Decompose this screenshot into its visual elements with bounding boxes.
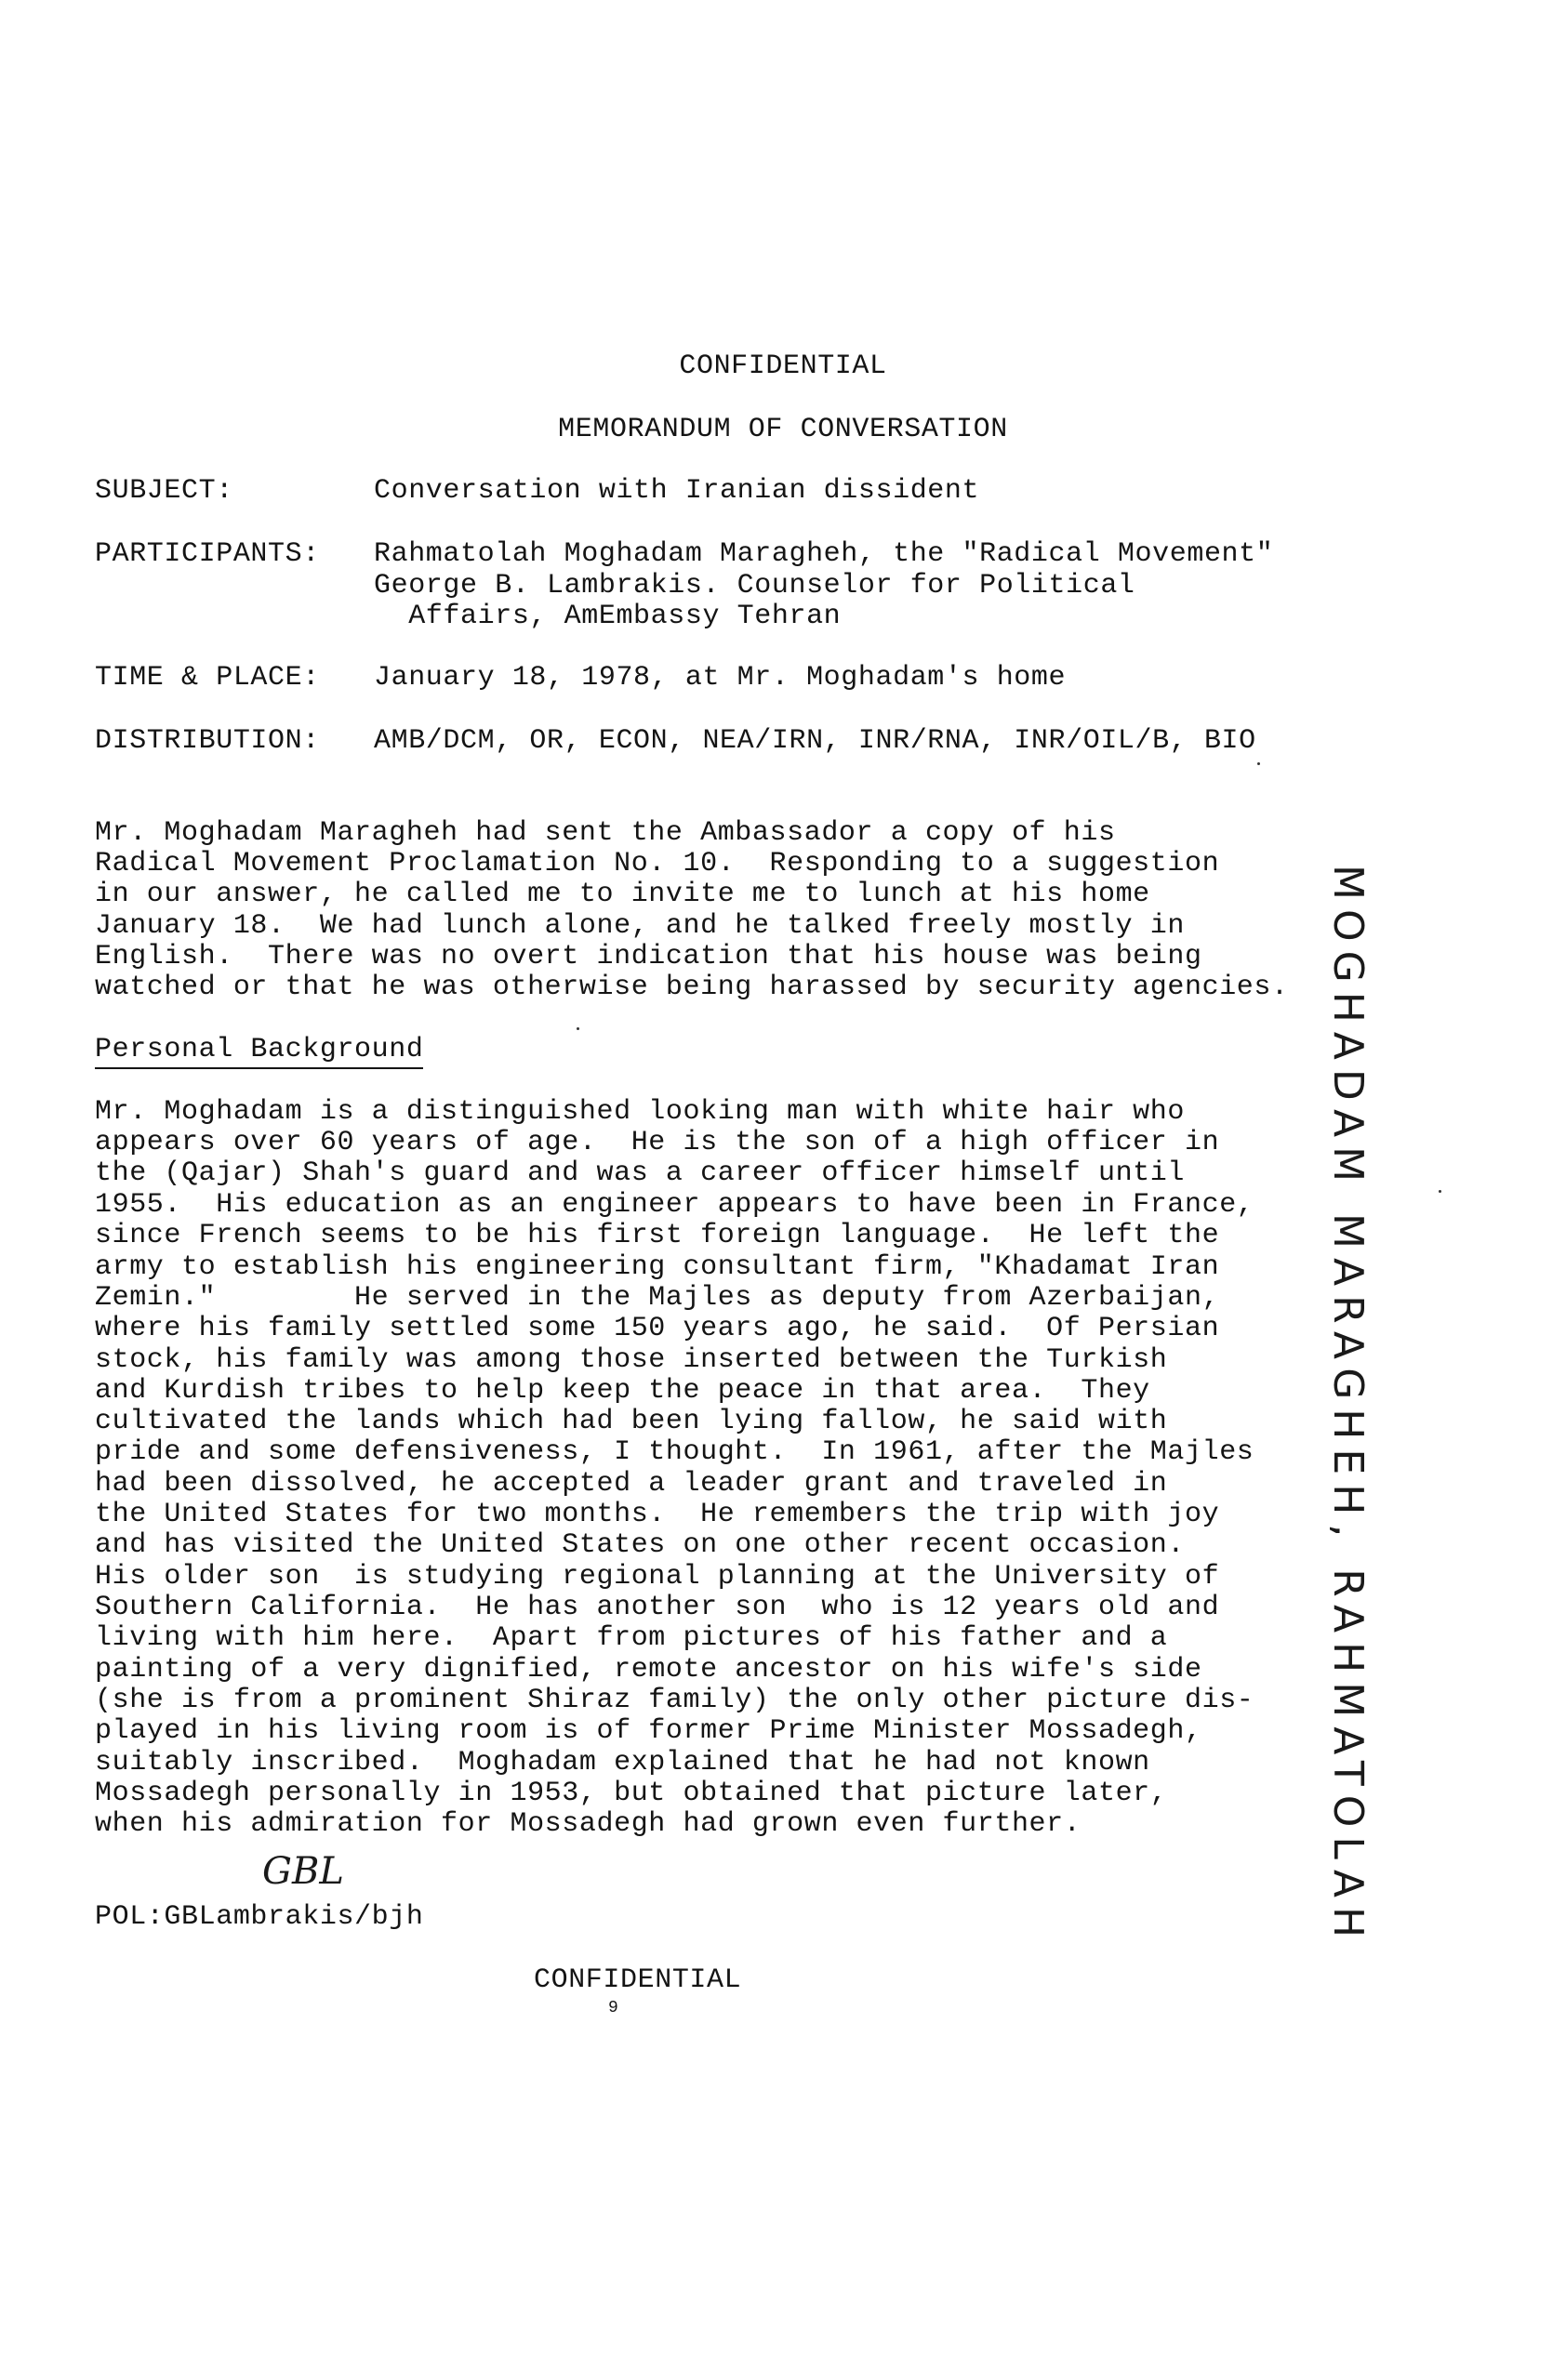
body-line: Zemin." He served in the Majles as deputy from Azerbaijan,	[95, 1282, 1220, 1314]
body-line: where his family settled some 150 years ago, he said. Of Persian	[95, 1313, 1220, 1344]
classification-bottom: CONFIDENTIAL	[534, 1964, 742, 1996]
body-line: 1955. His education as an engineer appears to have been in France,	[95, 1189, 1254, 1221]
page-mark: 9	[608, 1999, 619, 2017]
scan-speck	[1439, 1190, 1441, 1193]
body-line: the United States for two months. He remembers the trip with joy	[95, 1499, 1220, 1530]
body-line: January 18. We had lunch alone, and he talked freely mostly in	[95, 910, 1185, 942]
body-line: watched or that he was otherwise being harassed by security agencies.	[95, 972, 1289, 1003]
body-line: living with him here. Apart from pictures of his father and a	[95, 1622, 1168, 1654]
section-heading: Personal Background	[95, 1035, 423, 1069]
scan-speck	[577, 1027, 579, 1030]
handwritten-margin-note: MOGHADAM MARAGHEH, RAHMATOLAH	[1324, 865, 1372, 1948]
body-line: His older son is studying regional planning at the University of	[95, 1561, 1220, 1593]
time-place-value: January 18, 1978, at Mr. Moghadam's home	[374, 662, 1067, 694]
body-line: when his admiration for Mossadegh had grown even further.	[95, 1808, 1082, 1840]
body-line: Mr. Moghadam is a distinguished looking man with white hair who	[95, 1096, 1185, 1128]
participants-label: PARTICIPANTS:	[95, 538, 320, 570]
distribution-value: AMB/DCM, OR, ECON, NEA/IRN, INR/RNA, INR/OIL/B, BIO	[374, 725, 1256, 757]
body-line: Mr. Moghadam Maragheh had sent the Ambassador a copy of his	[95, 817, 1116, 849]
body-line: Mossadegh personally in 1953, but obtained that picture later,	[95, 1778, 1168, 1809]
body-line: Southern California. He has another son who is 12 years old and	[95, 1592, 1220, 1623]
participants-line: Rahmatolah Moghadam Maragheh, the "Radical Movement"	[374, 538, 1274, 570]
body-line: stock, his family was among those inserted between the Turkish	[95, 1344, 1168, 1376]
body-line: and Kurdish tribes to help keep the peace in that area. They	[95, 1375, 1150, 1407]
participants-line: George B. Lambrakis. Counselor for Political	[374, 570, 1135, 602]
body-line: cultivated the lands which had been lying fallow, he said with	[95, 1406, 1168, 1437]
body-line: and has visited the United States on one other recent occasion.	[95, 1529, 1185, 1561]
body-line: appears over 60 years of age. He is the son of a high officer in	[95, 1127, 1220, 1158]
body-line: pride and some defensiveness, I thought. In 1961, after the Majles	[95, 1436, 1254, 1468]
body-line: in our answer, he called me to invite me to lunch at his home	[95, 879, 1150, 910]
body-line: the (Qajar) Shah's guard and was a career officer himself until	[95, 1157, 1185, 1189]
subject-value: Conversation with Iranian dissident	[374, 475, 980, 507]
body-line: English. There was no overt indication that his house was being	[95, 941, 1202, 972]
body-line: since French seems to be his first foreign language. He left the	[95, 1220, 1220, 1251]
drafter-line: POL:GBLambrakis/bjh	[95, 1901, 424, 1933]
body-line: suitably inscribed. Moghadam explained that he had not known	[95, 1747, 1150, 1778]
body-line: had been dissolved, he accepted a leader grant and traveled in	[95, 1468, 1168, 1500]
body-line: army to establish his engineering consultant firm, "Khadamat Iran	[95, 1251, 1220, 1283]
body-line: Radical Movement Proclamation No. 10. Responding to a suggestion	[95, 848, 1220, 879]
body-line: painting of a very dignified, remote ancestor on his wife's side	[95, 1654, 1202, 1686]
classification-top: CONFIDENTIAL	[679, 350, 887, 382]
handwritten-initials: GBL	[262, 1850, 344, 1893]
document-type-heading: MEMORANDUM OF CONVERSATION	[558, 414, 1008, 445]
body-line: (she is from a prominent Shiraz family) the only other picture dis-	[95, 1685, 1254, 1716]
participants-line: Affairs, AmEmbassy Tehran	[374, 601, 842, 632]
scan-speck	[1257, 762, 1260, 765]
time-place-label: TIME & PLACE:	[95, 662, 320, 694]
distribution-label: DISTRIBUTION:	[95, 725, 320, 757]
subject-label: SUBJECT:	[95, 475, 233, 507]
body-line: played in his living room is of former Prime Minister Mossadegh,	[95, 1715, 1202, 1747]
